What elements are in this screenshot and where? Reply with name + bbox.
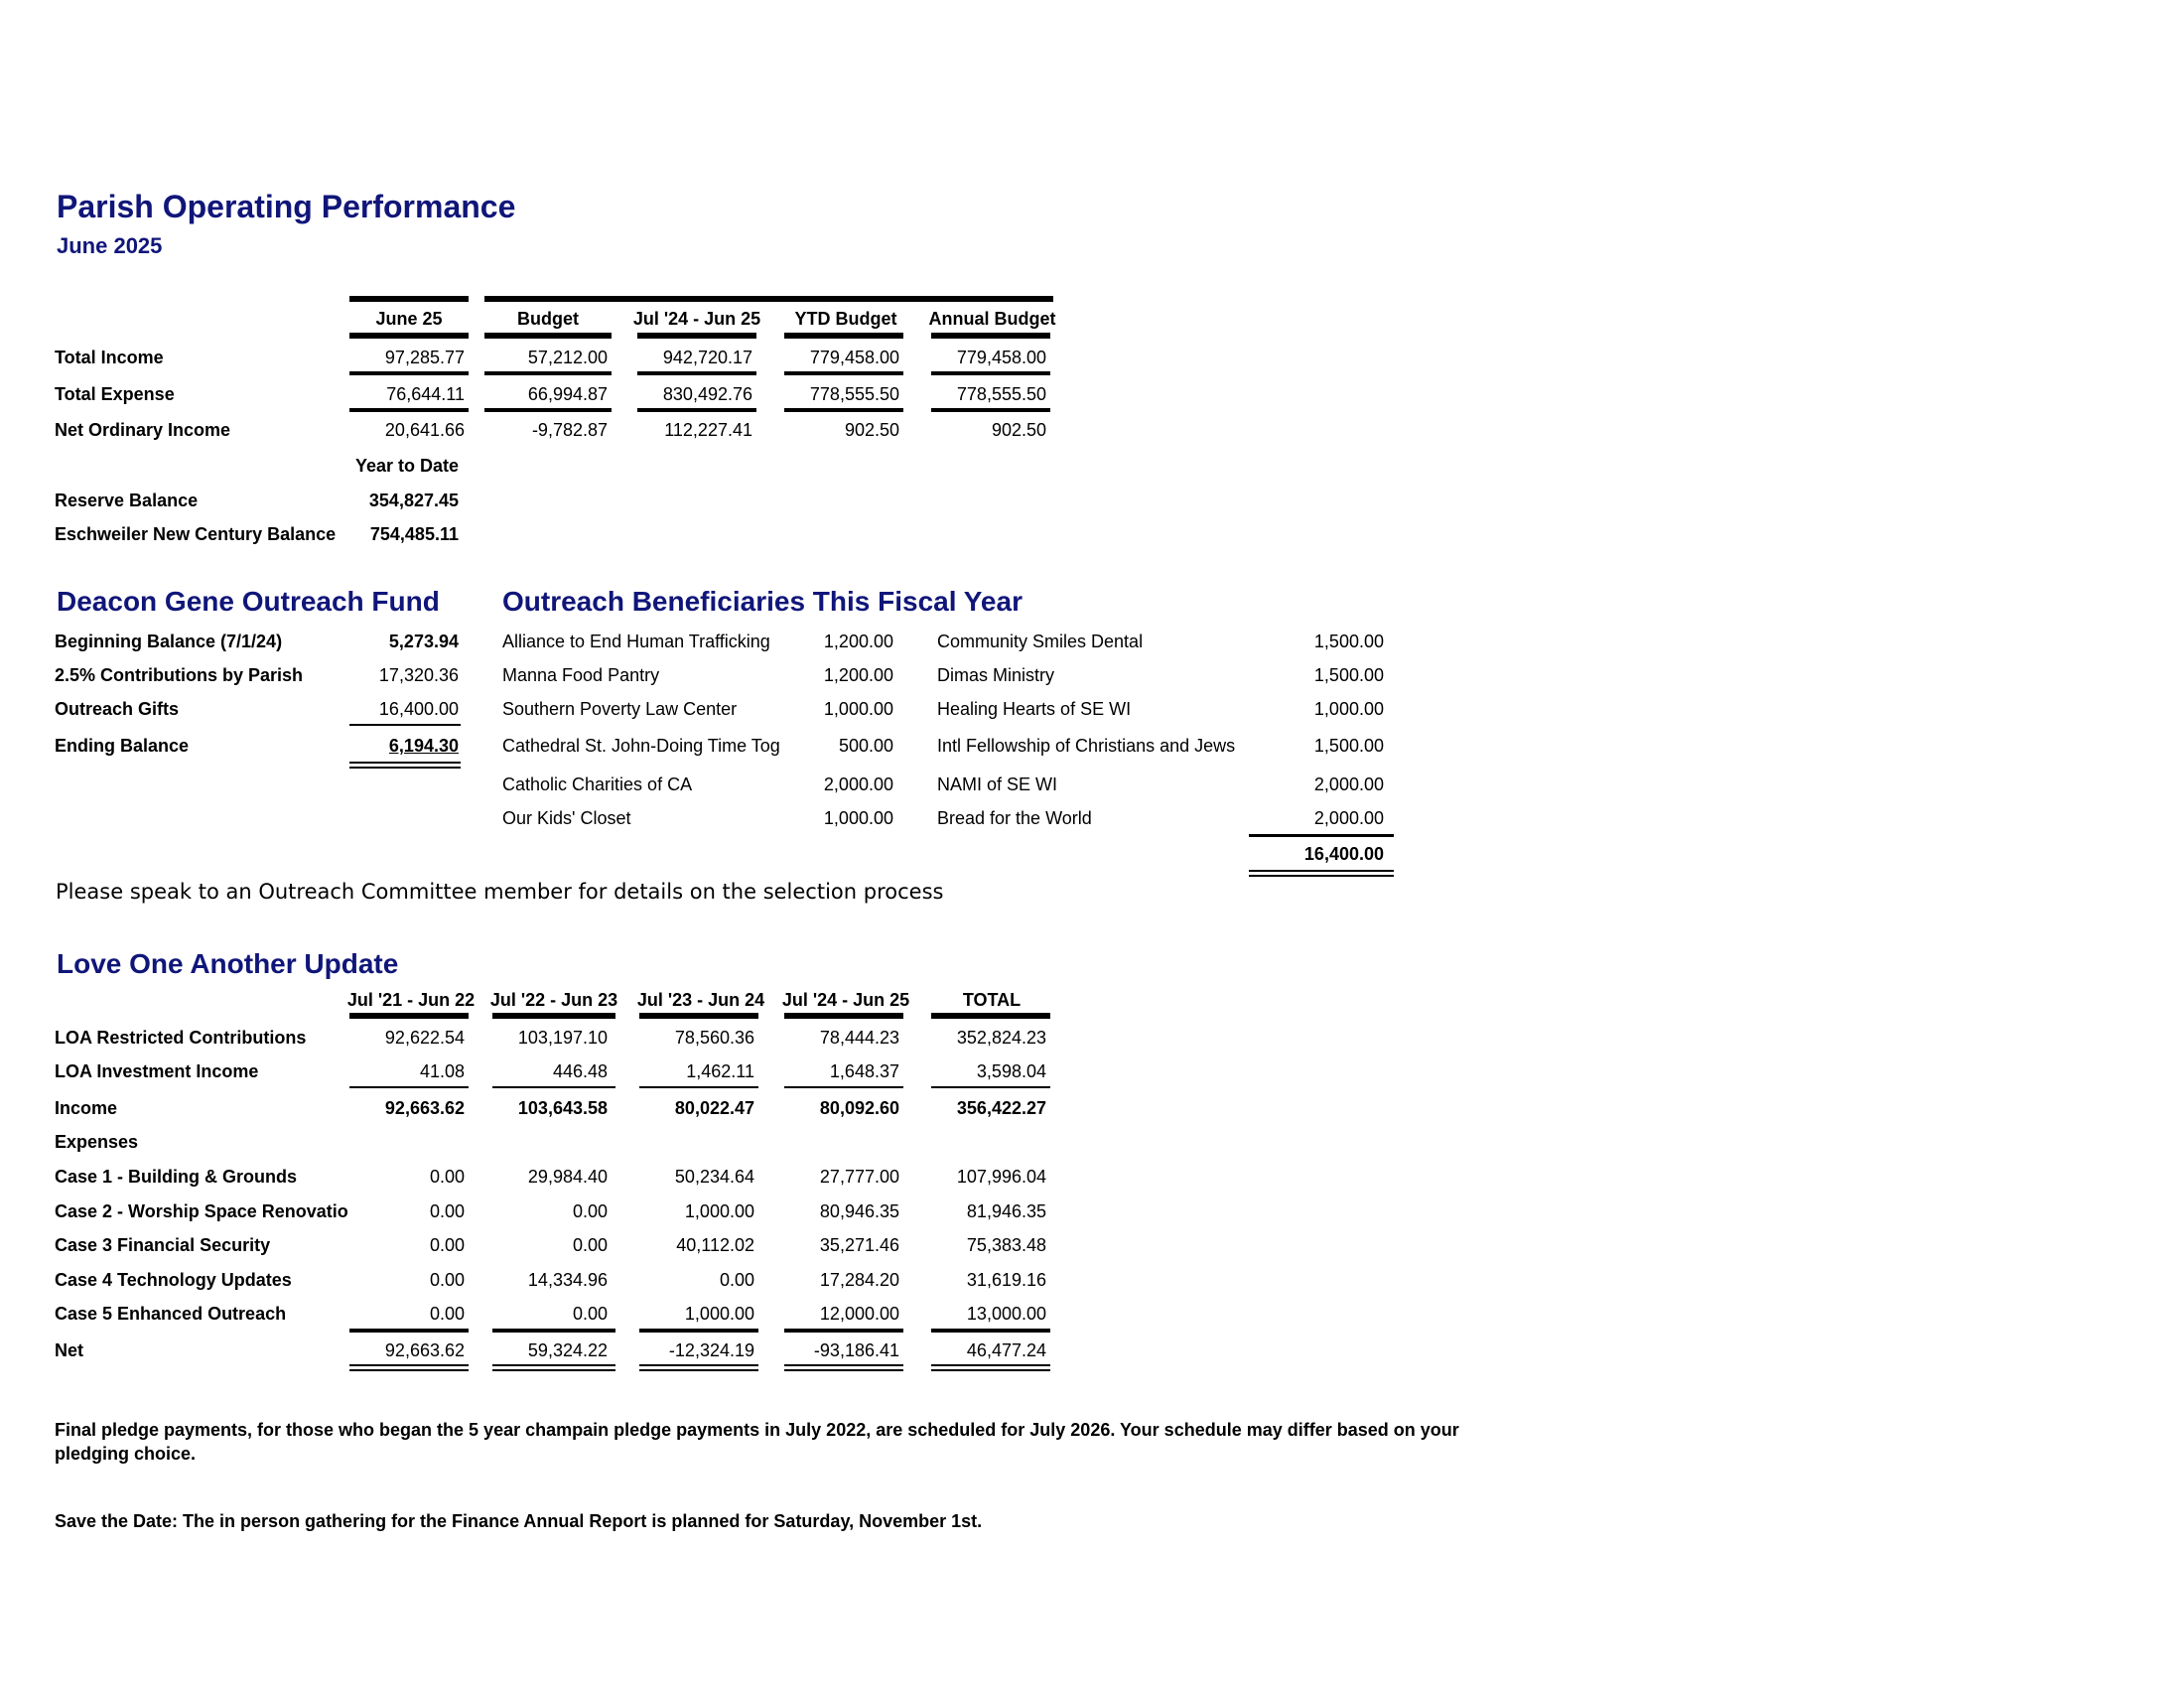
row-label: LOA Restricted Contributions [55,1028,307,1048]
cell-value: 97,285.77 [384,348,465,367]
cell-value: 92,622.54 [384,1028,465,1048]
cell-value: 354,827.45 [368,491,459,510]
beneficiary-name: NAMI of SE WI [937,774,1058,794]
col-header: YTD Budget [794,309,897,329]
row-label: LOA Investment Income [55,1061,259,1081]
cell-value: 92,663.62 [384,1098,465,1118]
cell-value: 352,824.23 [956,1028,1046,1048]
cell-value: 0.00 [429,1235,465,1255]
cell-value: 830,492.76 [662,384,752,404]
row-label: Outreach Gifts [55,699,180,719]
col-header: Jul '21 - Jun 22 [346,990,476,1010]
cell-value: 0.00 [572,1201,608,1221]
col-header: TOTAL [962,990,1022,1010]
expenses-label: Expenses [55,1132,139,1152]
row-label: Ending Balance [55,736,190,756]
cell-value: 92,663.62 [384,1340,465,1360]
cell-value: 446.48 [552,1061,608,1081]
cell-value: 66,994.87 [527,384,608,404]
cell-value: 40,112.02 [676,1235,754,1255]
beneficiary-name: Manna Food Pantry [502,665,660,685]
beneficiary-amount: 1,200.00 [823,632,893,651]
cell-value: 0.00 [429,1270,465,1290]
cell-value: 1,462.11 [686,1061,754,1081]
cell-value: 29,984.40 [527,1167,608,1187]
cell-value: 50,234.64 [674,1167,754,1187]
cell-value: 0.00 [429,1201,465,1221]
beneficiary-name: Dimas Ministry [937,665,1055,685]
section-title: Love One Another Update [57,948,399,979]
beneficiary-amount: 1,500.00 [1313,632,1384,651]
row-label: Net [55,1340,84,1360]
cell-value: 14,334.96 [527,1270,608,1290]
row-label: Case 1 - Building & Grounds [55,1167,298,1187]
beneficiaries-total: 16,400.00 [1303,844,1384,864]
ytd-label: Year to Date [354,456,460,476]
cell-value: 17,284.20 [819,1270,899,1290]
beneficiary-name: Cathedral St. John-Doing Time Tog [502,736,780,756]
beneficiary-name: Alliance to End Human Trafficking [502,632,770,651]
cell-value: 35,271.46 [819,1235,899,1255]
row-label: Case 5 Enhanced Outreach [55,1304,287,1324]
beneficiary-name: Catholic Charities of CA [502,774,693,794]
page-title: Parish Operating Performance [57,189,516,224]
cell-value: 20,641.66 [384,420,465,440]
cell-value: 78,444.23 [819,1028,899,1048]
col-header: Jul '24 - Jun 25 [632,309,761,329]
cell-value: 75,383.48 [966,1235,1046,1255]
cell-value: 754,485.11 [369,524,459,544]
beneficiary-amount: 2,000.00 [1313,808,1384,828]
col-header: June 25 [375,309,443,329]
cell-value: 1,000.00 [684,1304,754,1324]
col-header: Jul '24 - Jun 25 [781,990,910,1010]
beneficiary-name: Healing Hearts of SE WI [937,699,1132,719]
cell-value: 13,000.00 [966,1304,1046,1324]
cell-value: 778,555.50 [956,384,1046,404]
cell-value: 942,720.17 [662,348,752,367]
row-label: Total Expense [55,384,175,404]
cell-value: 103,643.58 [517,1098,608,1118]
section-title: Deacon Gene Outreach Fund [57,586,440,617]
cell-value: -12,324.19 [668,1340,754,1360]
cell-value: 16,400.00 [378,699,459,719]
col-header: Annual Budget [928,309,1056,329]
cell-value: 31,619.16 [966,1270,1046,1290]
cell-value: 0.00 [719,1270,754,1290]
cell-value: 779,458.00 [809,348,899,367]
row-label: Eschweiler New Century Balance [55,524,337,544]
section-title: Outreach Beneficiaries This Fiscal Year [502,586,1023,617]
pledge-note-line2: pledging choice. [55,1444,197,1464]
col-header: Budget [517,309,579,329]
cell-value: -9,782.87 [531,420,608,440]
beneficiary-amount: 1,000.00 [823,699,893,719]
cell-value: 80,092.60 [819,1098,899,1118]
cell-value: 78,560.36 [674,1028,754,1048]
cell-value: 0.00 [429,1167,465,1187]
row-label: Total Income [55,348,164,367]
row-label: Case 4 Technology Updates [55,1270,292,1290]
row-label: Reserve Balance [55,491,199,510]
cell-value: 81,946.35 [966,1201,1046,1221]
cell-value: 12,000.00 [819,1304,899,1324]
cell-value: 112,227.41 [664,420,752,440]
cell-value: 27,777.00 [819,1167,899,1187]
cell-value: 902.50 [991,420,1046,440]
cell-value: 902.50 [844,420,899,440]
row-label: Beginning Balance (7/1/24) [55,632,283,651]
row-label: 2.5% Contributions by Parish [55,665,304,685]
cell-value: 1,648.37 [829,1061,899,1081]
cell-value: 46,477.24 [966,1340,1046,1360]
cell-value: 0.00 [429,1304,465,1324]
cell-value: 80,022.47 [674,1098,754,1118]
beneficiary-name: Intl Fellowship of Christians and Jews [937,736,1236,756]
cell-value: 778,555.50 [809,384,899,404]
cell-value: 779,458.00 [956,348,1046,367]
cell-value: 80,946.35 [819,1201,899,1221]
beneficiary-amount: 1,000.00 [823,808,893,828]
cell-value: 0.00 [572,1304,608,1324]
pledge-note-line1: Final pledge payments, for those who began the 5 year champain pledge payments in July 2022, are scheduled for July 2026. Your schedule may differ based on your [55,1420,1459,1440]
cell-value: 5,273.94 [388,632,459,651]
row-label: Case 3 Financial Security [55,1235,271,1255]
beneficiary-amount: 1,200.00 [823,665,893,685]
beneficiary-name: Southern Poverty Law Center [502,699,738,719]
cell-value: 356,422.27 [956,1098,1046,1118]
col-header: Jul '23 - Jun 24 [636,990,765,1010]
row-label: Case 2 - Worship Space Renovatio [55,1201,348,1221]
beneficiary-amount: 2,000.00 [1313,774,1384,794]
cell-value: 107,996.04 [956,1167,1046,1187]
cell-value: 17,320.36 [378,665,459,685]
beneficiary-amount: 1,500.00 [1313,665,1384,685]
cell-value: 6,194.30 [388,736,459,756]
cell-value: 103,197.10 [517,1028,608,1048]
cell-value: 1,000.00 [684,1201,754,1221]
save-the-date: Save the Date: The in person gathering for the Finance Annual Report is planned for Saturday, November 1st. [55,1511,983,1531]
cell-value: -93,186.41 [813,1340,899,1360]
beneficiary-amount: 1,500.00 [1313,736,1384,756]
beneficiary-amount: 500.00 [838,736,893,756]
cell-value: 41.08 [419,1061,465,1081]
page-subtitle: June 2025 [57,233,163,258]
row-label: Net Ordinary Income [55,420,231,440]
row-label: Income [55,1098,118,1118]
beneficiary-name: Bread for the World [937,808,1092,828]
beneficiary-name: Community Smiles Dental [937,632,1144,651]
col-header: Jul '22 - Jun 23 [489,990,618,1010]
outreach-note: Please speak to an Outreach Committee member for details on the selection process [56,880,944,904]
beneficiary-amount: 2,000.00 [823,774,893,794]
beneficiary-amount: 1,000.00 [1313,699,1384,719]
beneficiary-name: Our Kids' Closet [502,808,631,828]
cell-value: 59,324.22 [527,1340,608,1360]
cell-value: 76,644.11 [386,384,465,404]
cell-value: 57,212.00 [527,348,608,367]
cell-value: 0.00 [572,1235,608,1255]
cell-value: 3,598.04 [976,1061,1046,1081]
